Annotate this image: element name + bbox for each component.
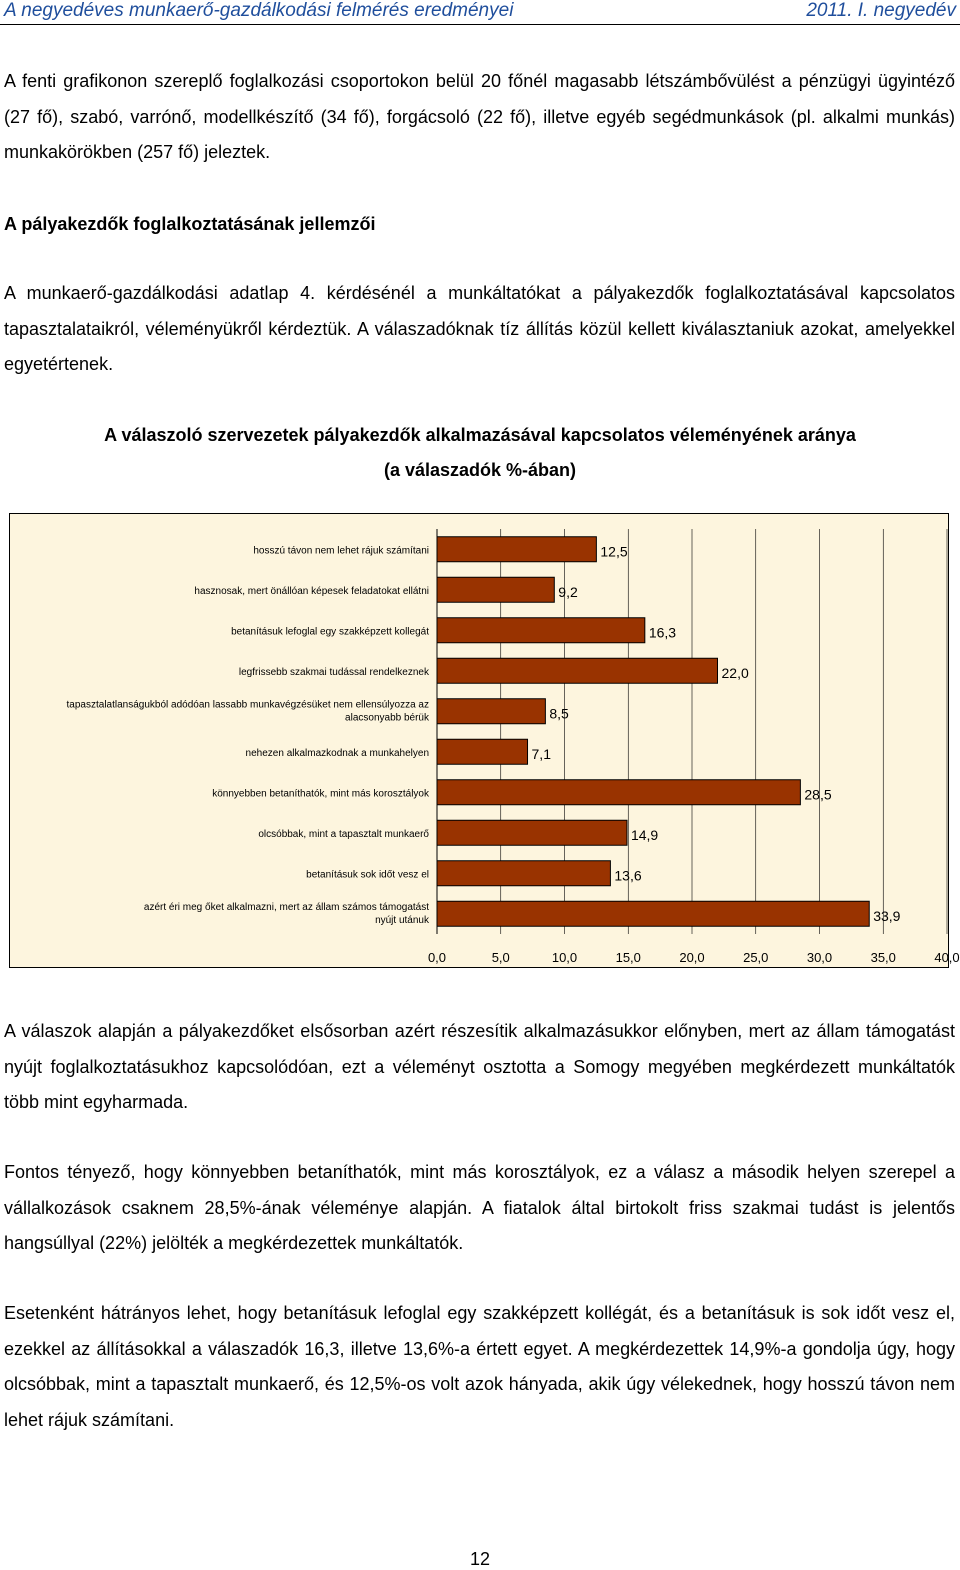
paragraph-result-2: Fontos tényező, hogy könnyebben betaníthatók, mint más korosztályok, ez a válasz a második helyen szerepel a vállalkozások csaknem 28,5%-ának véleménye alapján. A fiatalok által birtokolt friss szakmai tudást is jelentős hangsúllyal (22%) jelölték a megkérdezettek munkáltatók.: [4, 1162, 955, 1253]
category-label: betanításuk sok időt vesz el: [306, 869, 429, 881]
bar-chart: [9, 513, 960, 968]
value-label: 14,9: [630, 826, 659, 843]
chart-bar: [437, 861, 610, 886]
chart-subtitle: (a válaszadók %-ában): [383, 460, 577, 480]
paragraph-result-3: Esetenként hátrányos lehet, hogy betanításuk lefoglal egy szakképzett kollégát, és a betanításuk is sok időt vesz el, ezekkel az állításokkal a válaszadók 16,3, illetve 13,6%-a értett egyet. A megkérdezettek 14,9%-a gondolja úgy, hogy olcsóbbak, mint a tapasztalt munkaerő, és 12,5%-os volt azok hányada, akik úgy vélekednek, hogy hosszú távon nem lehet rájuk számítani.: [4, 1303, 955, 1430]
x-tick-label: 25,0: [743, 950, 769, 965]
category-label: betanításuk lefoglal egy szakképzett kollegát: [231, 626, 429, 638]
page-header: [0, 0, 960, 25]
value-label: 28,5: [804, 786, 832, 803]
value-label: 8,5: [549, 705, 569, 722]
category-label: nehezen alkalmazkodnak a munkahelyen: [245, 747, 429, 759]
category-label: könnyebben betaníthatók, mint más korosztályok: [212, 788, 429, 800]
header-title: A negyedéves munkaerő-gazdálkodási felmérés eredményei: [4, 0, 514, 21]
chart-bar: [437, 739, 528, 764]
x-tick-label: 20,0: [679, 950, 705, 965]
chart-bar: [437, 537, 596, 562]
x-tick-label: 10,0: [551, 950, 578, 965]
category-label: hasznosak, mert önállóan képesek feladatokat ellátni: [194, 585, 429, 597]
paragraph-result-1: A válaszok alapján a pályakezdőket elsősorban azért részesítik alkalmazásukkor előnyben, mert az állam támogatást nyújt foglalkoztatásukhoz kapcsolódóan, ezt a véleményt osztotta a Somogy megyében megkérdezett munkáltatók több mint egyharmada.: [4, 1021, 955, 1112]
paragraph-intro: A fenti grafikonon szereplő foglalkozási csoportokon belül 20 főnél magasabb létszámbővülést a pénzügyi ügyintéző (27 fő), szabó, varrónő, modellkészítő (34 fő), forgácsoló (22 fő), illetve egyéb segédmunkások (pl. alkalmi munkás) munkakörökben (257 fő) jeleztek.: [4, 71, 955, 162]
page-number: 12: [469, 1549, 491, 1569]
bar-chart-svg: [10, 514, 960, 969]
category-label: hosszú távon nem lehet rájuk számítani: [253, 545, 429, 557]
value-label: 16,3: [648, 624, 677, 641]
value-label: 9,2: [558, 583, 578, 600]
header-period: 2011. I. negyedév: [806, 0, 956, 21]
chart-bar: [437, 820, 627, 845]
chart-bar: [437, 901, 869, 926]
chart-bar: [437, 577, 554, 602]
value-label: 12,5: [600, 543, 628, 560]
paragraph-method: A munkaerő-gazdálkodási adatlap 4. kérdésénél a munkáltatókat a pályakezdők foglalkoztatásával kapcsolatos tapasztalataikról, véleményükről kérdeztük. A válaszadóknak tíz állítás közül kellett kiválasztaniuk azokat, amelyekkel egyetértenek.: [4, 283, 955, 374]
value-label: 13,6: [614, 867, 642, 884]
section-heading: A pályakezdők foglalkoztatásának jellemzői: [4, 214, 376, 234]
category-label: olcsóbbak, mint a tapasztalt munkaerő: [258, 828, 429, 840]
value-label: 33,9: [873, 907, 901, 924]
chart-bar: [437, 658, 718, 683]
chart-title: A válaszoló szervezetek pályakezdők alkalmazásával kapcsolatos véleményének aránya: [104, 425, 856, 445]
x-tick-label: 15,0: [615, 950, 641, 965]
x-tick-label: 5,0: [491, 950, 510, 965]
chart-bar: [437, 780, 800, 805]
x-tick-label: 35,0: [870, 950, 896, 965]
chart-bar: [437, 699, 545, 724]
chart-bar: [437, 618, 645, 643]
category-label: legfrissebb szakmai tudással rendelkeznek: [238, 666, 429, 678]
value-label: 7,1: [531, 745, 551, 762]
category-label: tapasztalatlanságukból adódóan lassabb munkavégzésüket nem ellensúlyozza az alacsonyabb bérük: [66, 699, 429, 724]
x-tick-label: 0,0: [427, 950, 447, 965]
x-tick-label: 30,0: [806, 950, 833, 965]
x-tick-label: 40,0: [934, 950, 960, 965]
value-label: 22,0: [721, 664, 749, 681]
category-label: azért éri meg őket alkalmazni, mert az állam számos támogatást nyújt utánuk: [143, 901, 429, 926]
